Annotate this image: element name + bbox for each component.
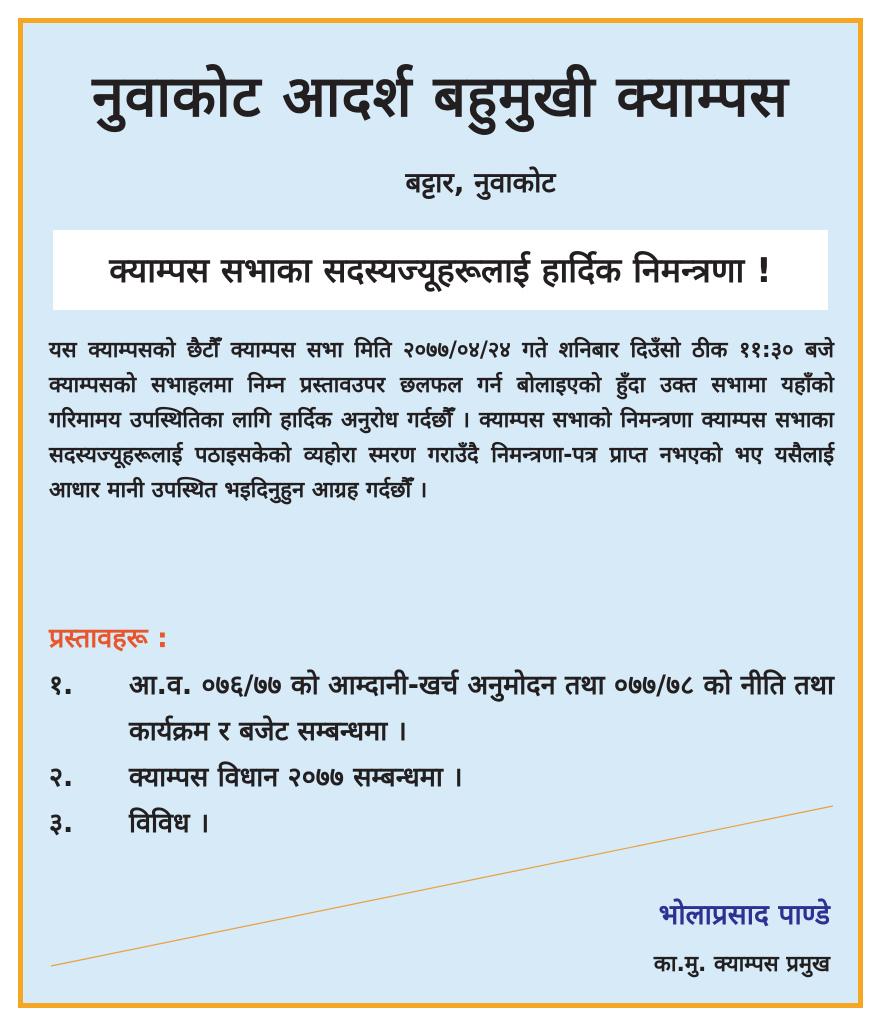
proposal-text: क्याम्पस विधान २०७७ सम्बन्धमा । xyxy=(129,762,463,793)
proposals-heading: प्रस्तावहरू : xyxy=(49,623,168,654)
signer-name: भोलाप्रसाद पाण्डे xyxy=(658,898,830,931)
notice-body: यस क्याम्पसको छैटौँ क्याम्पस सभा मिति २०७७/०४/२४ गते शनिबार दिउँसो ठीक ११:३० बजे क्याम्पसको सभाहलमा निम्न प्रस्तावउपर छलफल गर्न बोलाइएको हुँदा उक्त सभामा यहाँको गरिमामय उपस्थितिका लागि हार्दिक अनुरोध गर्दछौँ । क्याम्पस सभाको निमन्त्रणा क्याम्पस सभाका सदस्यज्यूहरूलाई पठाइसकेको व्यहोरा स्मरण गराउँदै निमन्त्रणा-पत्र प्राप्त नभएको भए यसैलाई आधार मानी उपस्थित भइदिनुहुन आग्रह गर्दछौँ । xyxy=(49,338,834,503)
invitation-text: क्याम्पस सभाका सदस्यज्यूहरूलाई हार्दिक निमन्त्रणा ! xyxy=(109,251,772,291)
signer-title: का.मु. क्याम्पस प्रमुख xyxy=(653,952,830,977)
notice-panel xyxy=(18,18,863,1008)
signature-divider-line xyxy=(23,23,858,1003)
campus-title: नुवाकोट आदर्श बहुमुखी क्याम्पस xyxy=(92,64,789,130)
proposal-text: विविध । xyxy=(129,808,210,839)
proposal-number: १. xyxy=(49,670,74,701)
proposal-text: आ.व. ०७६/७७ को आम्दानी-खर्च अनुमोदन तथा ०७७/७८ को नीति तथा कार्यक्रम र बजेट सम्बन्धमा । xyxy=(129,670,835,747)
campus-location: बट्टार, नुवाकोट xyxy=(405,166,556,199)
proposal-number: ३. xyxy=(49,808,74,839)
proposal-number: २. xyxy=(49,762,74,793)
